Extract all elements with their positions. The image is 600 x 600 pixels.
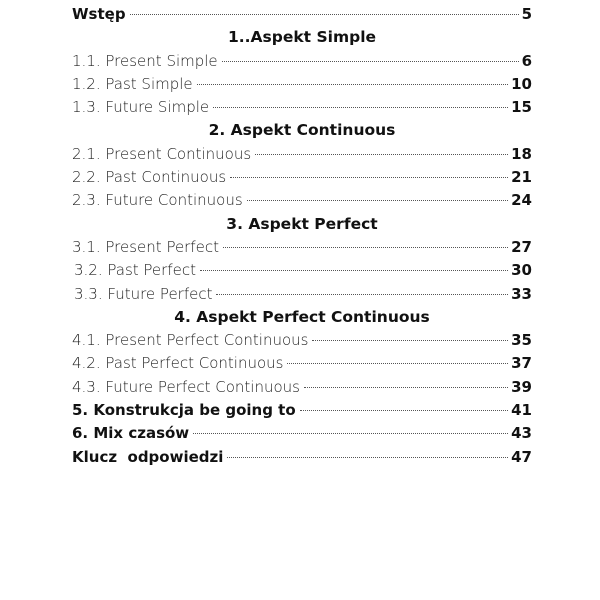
toc-entry-label: 2.2. Past Continuous [72,168,227,187]
leader-dots [247,200,508,201]
toc-entry-label: 3.2. Past Perfect [74,261,196,280]
toc-entry-label: 4.1. Present Perfect Continuous [72,331,309,350]
leader-dots [216,294,508,295]
toc-entry-present-simple[interactable] [72,50,532,73]
toc-entry-future-perfect-continuous[interactable] [72,376,532,399]
leader-dots [200,270,508,271]
toc-entry-present-continuous[interactable] [72,143,532,166]
toc-entry-label: Wstęp [72,5,126,23]
leader-dots [197,84,508,85]
toc-entry-past-perfect-continuous[interactable] [72,352,532,375]
leader-dots [213,107,508,108]
leader-dots [223,247,508,248]
leader-dots [255,154,508,155]
leader-dots [222,61,519,62]
leader-dots [300,410,508,411]
toc-entry-page: 5 [521,5,532,23]
toc-entry-page: 47 [511,447,532,466]
leader-dots [312,340,508,341]
toc-entry-mix[interactable] [72,422,532,445]
toc-entry-page: 6 [521,51,532,70]
toc-entry-page: 24 [511,191,532,210]
toc-entry-past-simple[interactable] [72,73,532,96]
toc-entry-label: 6. Mix czasów [72,424,190,443]
leader-dots [230,177,508,178]
toc-entry-past-perfect[interactable] [72,259,532,282]
leader-dots [287,363,508,364]
toc-entry-label: 4.2. Past Perfect Continuous [72,354,284,373]
leader-dots [130,14,519,15]
toc-entry-present-perfect[interactable] [72,236,532,259]
toc-entry-label: Klucz odpowiedzi [72,447,224,466]
toc-entry-page: 15 [511,98,532,117]
section-heading-continuous: 2. Aspekt Continuous [208,121,396,140]
toc-entry-label: 5. Konstrukcja be going to [72,401,296,420]
toc-entry-be-going-to[interactable] [72,399,532,422]
section-heading-simple: 1..Aspekt Simple [227,28,377,47]
toc-entry-past-continuous[interactable] [72,166,532,189]
toc-entry-label: 3.3. Future Perfect [74,284,213,303]
toc-entry-page: 39 [511,377,532,396]
toc-entry-page: 35 [511,331,532,350]
leader-dots [227,457,508,458]
toc-entry-future-perfect[interactable] [72,283,532,306]
toc-entry-page: 18 [511,144,532,163]
table-of-contents [72,3,532,469]
toc-entry-future-continuous[interactable] [72,189,532,212]
toc-entry-label: 1.1. Present Simple [72,51,218,70]
toc-entry-page: 41 [511,401,532,420]
toc-entry-present-perfect-continuous[interactable] [72,329,532,352]
toc-entry-label: 4.3. Future Perfect Continuous [72,377,300,396]
toc-entry-answer-key[interactable] [72,446,532,469]
leader-dots [193,433,508,434]
toc-entry-label: 2.1. Present Continuous [72,144,252,163]
toc-entry-future-simple[interactable] [72,96,532,119]
toc-entry-label: 2.3. Future Continuous [72,191,243,210]
toc-entry-page: 10 [511,74,532,93]
toc-entry-page: 27 [511,237,532,256]
section-heading-perfect: 3. Aspekt Perfect [226,214,378,233]
toc-entry-label: 3.1. Present Perfect [72,237,219,256]
toc-entry-page: 30 [511,261,532,280]
toc-entry-intro[interactable] [72,3,532,26]
toc-entry-page: 37 [511,354,532,373]
toc-entry-page: 33 [511,284,532,303]
toc-entry-label: 1.3. Future Simple [72,98,210,117]
leader-dots [304,387,508,388]
section-heading-perfect-continuous: 4. Aspekt Perfect Continuous [174,307,430,326]
toc-entry-label: 1.2. Past Simple [72,74,193,93]
toc-entry-page: 43 [511,424,532,443]
toc-entry-page: 21 [511,168,532,187]
